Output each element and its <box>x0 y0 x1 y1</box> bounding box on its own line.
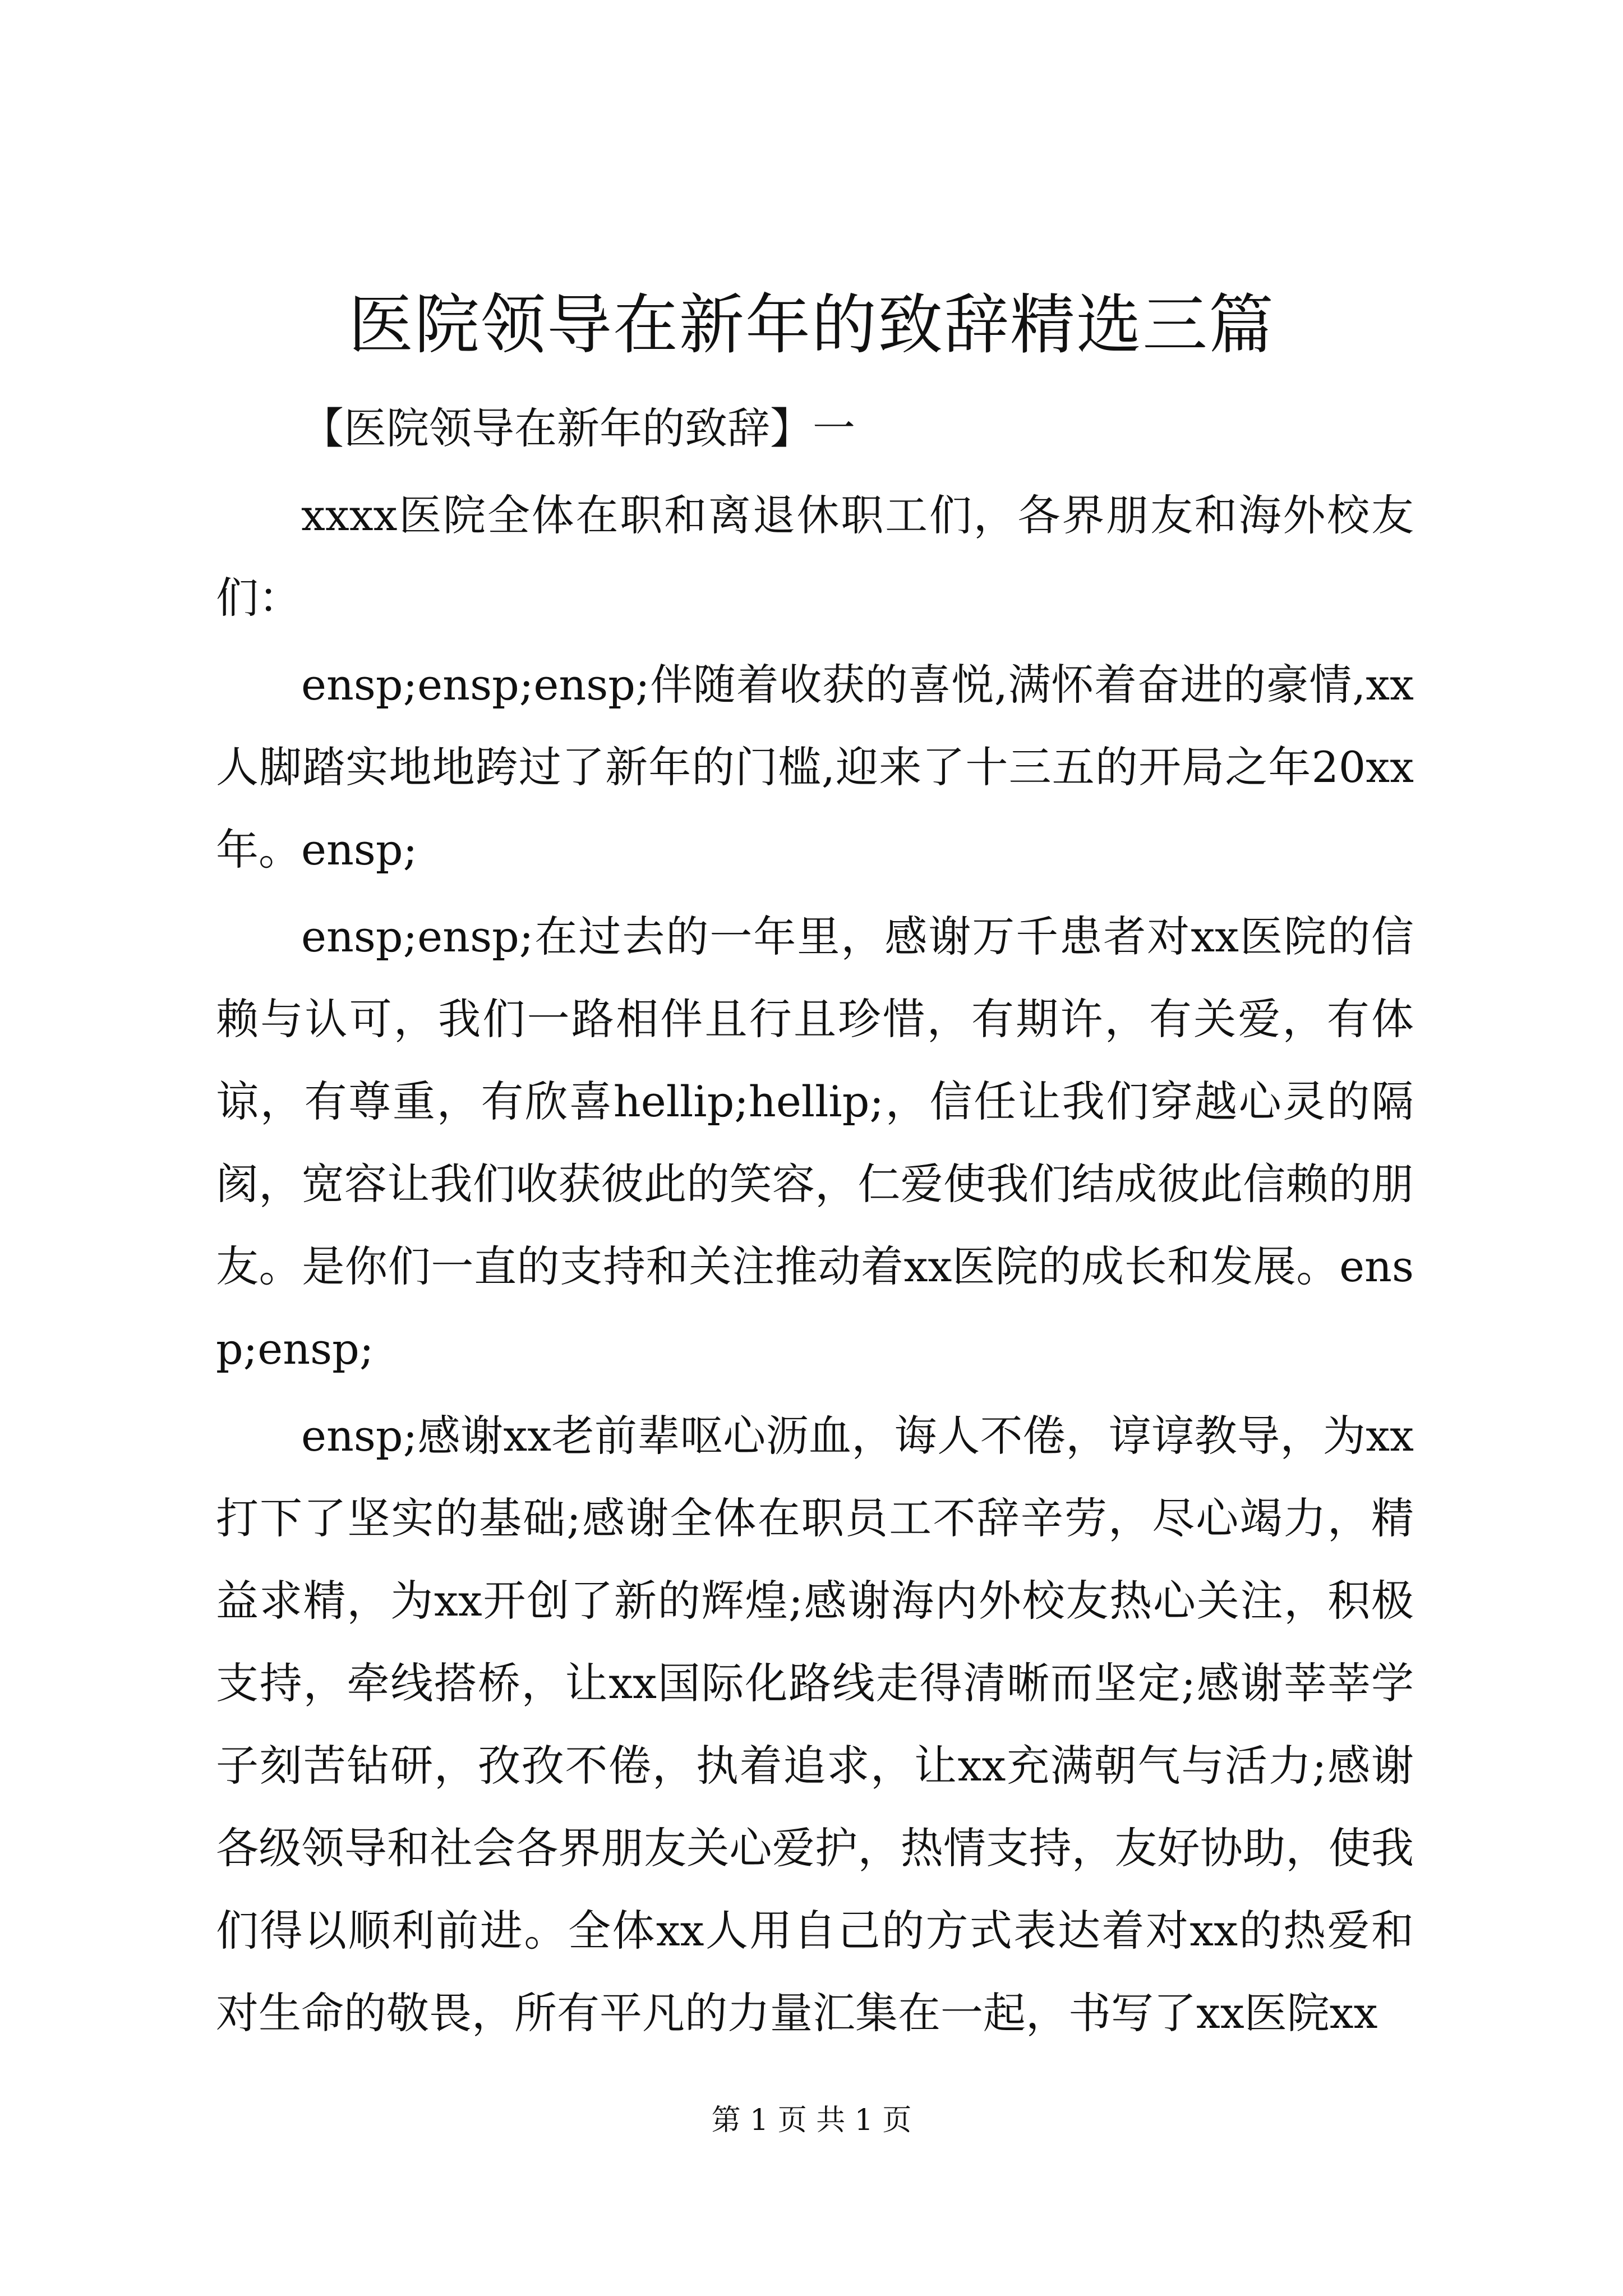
body-paragraph: ensp;感谢xx老前辈呕心沥血，诲人不倦，谆谆教导，为xx打下了坚实的基础;感谢全体在职员工不辞辛劳，尽心竭力，精益求精，为xx开创了新的辉煌;感谢海内外校友热心关注，积极支持，牵线搭桥，让xx国际化路线走得清晰而坚定;感谢莘莘学子刻苦钻研，孜孜不倦，执着追求，让xx充满朝气与活力;感谢各级领导和社会各界朋友关心爱护，热情支持，友好协助，使我们得以顺利前进。全体xx人用自己的方式表达着对xx的热爱和对生命的敬畏，所有平凡的力量汇集在一起，书写了xx医院xx <box>216 1411 1414 2038</box>
body-paragraph: ensp;ensp;ensp;伴随着收获的喜悦,满怀着奋进的豪情,xx人脚踏实地地跨过了新年的门槛,迎来了十三五的开局之年20xx年。ensp; <box>216 660 1414 875</box>
salutation-paragraph: xxxx医院全体在职和离退休职工们，各界朋友和海外校友们： <box>216 490 1414 623</box>
document-title: 医院领导在新年的致辞精选三篇 <box>348 287 1275 363</box>
section-heading: 【医院领导在新年的致辞】一 <box>301 403 855 453</box>
document-body <box>216 387 1414 2059</box>
body-paragraph: ensp;ensp;在过去的一年里，感谢万千患者对xx医院的信赖与认可，我们一路相伴且行且珍惜，有期许，有关爱，有体谅，有尊重，有欣喜hellip;hellip;，信任让我们穿越心灵的隔阂，宽容让我们收获彼此的笑容，仁爱使我们结成彼此信赖的朋友。是你们一直的支持和关注推动着xx医院的成长和发展。ensp;ensp; <box>216 912 1414 1374</box>
page-number: 第 1 页 共 1 页 <box>711 2104 912 2137</box>
